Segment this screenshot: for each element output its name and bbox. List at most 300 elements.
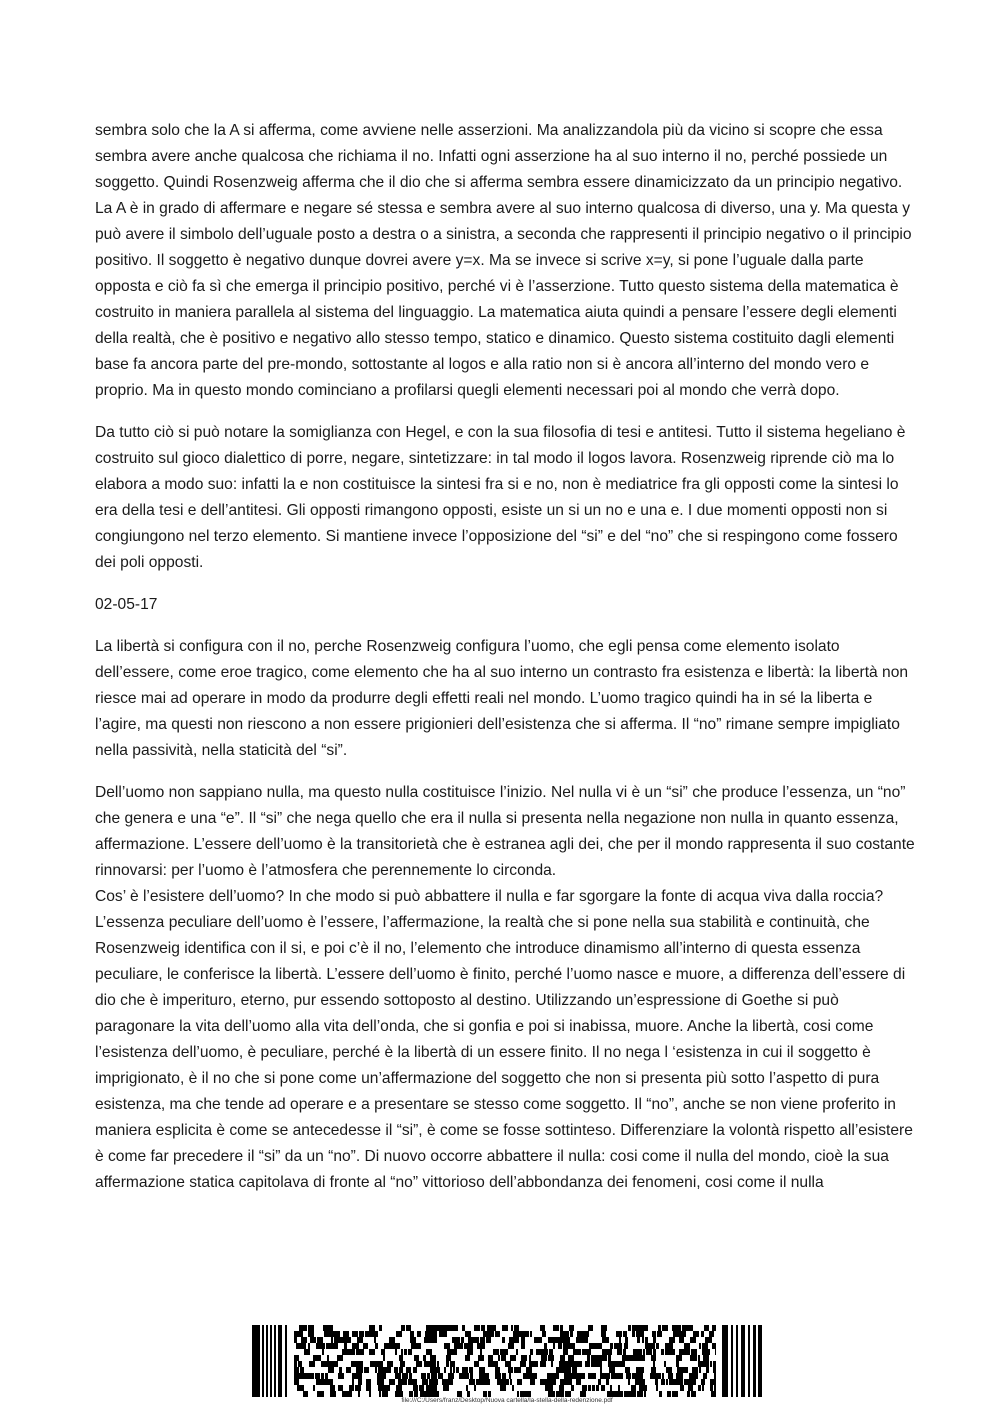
barcode-module: [610, 1343, 613, 1349]
barcode-module: [351, 1361, 355, 1367]
barcode-module: [579, 1331, 584, 1337]
barcode-module: [498, 1367, 500, 1373]
barcode-module: [464, 1343, 468, 1349]
barcode-module: [446, 1379, 448, 1385]
barcode-module: [328, 1379, 333, 1385]
barcode-module: [488, 1355, 493, 1361]
barcode-module: [658, 1325, 661, 1331]
barcode-module: [322, 1349, 324, 1355]
barcode-module: [304, 1373, 309, 1379]
barcode-module: [570, 1331, 573, 1337]
barcode-module: [649, 1349, 652, 1355]
barcode-module: [653, 1337, 656, 1343]
barcode-module: [311, 1373, 314, 1379]
barcode-module: [675, 1379, 680, 1385]
barcode-module: [549, 1385, 553, 1391]
barcode-module: [425, 1331, 428, 1337]
barcode-module: [294, 1379, 299, 1385]
barcode-module: [572, 1367, 577, 1373]
barcode-module: [502, 1373, 506, 1379]
barcode-module: [373, 1331, 378, 1337]
barcode-module: [395, 1349, 397, 1355]
barcode-module: [437, 1325, 443, 1331]
barcode-module: [677, 1331, 680, 1337]
barcode-module: [534, 1337, 540, 1343]
barcode-module: [571, 1361, 577, 1367]
barcode-module: [606, 1379, 609, 1385]
barcode-module: [512, 1337, 515, 1343]
barcode-module: [316, 1379, 320, 1385]
barcode-module: [540, 1379, 545, 1385]
barcode-module: [701, 1331, 704, 1337]
barcode-module: [550, 1337, 553, 1343]
barcode-module: [679, 1337, 684, 1343]
barcode-module: [560, 1379, 564, 1385]
barcode-module: [479, 1367, 485, 1373]
barcode-module: [430, 1385, 435, 1391]
barcode-module: [356, 1349, 359, 1355]
barcode-module: [413, 1367, 417, 1373]
barcode-module: [484, 1373, 487, 1379]
barcode-module: [410, 1349, 412, 1355]
barcode-module: [381, 1367, 386, 1373]
barcode-module: [500, 1385, 504, 1391]
barcode-module: [517, 1379, 522, 1385]
barcode-module: [698, 1385, 701, 1391]
barcode-module: [702, 1349, 706, 1355]
barcode-module: [513, 1331, 519, 1337]
barcode-module: [548, 1337, 550, 1343]
barcode-module: [323, 1325, 329, 1331]
barcode-module: [530, 1379, 535, 1385]
barcode-module: [652, 1373, 656, 1379]
barcode-module: [676, 1361, 679, 1367]
barcode-module: [679, 1349, 684, 1355]
barcode-module: [321, 1373, 324, 1379]
barcode-module: [371, 1331, 373, 1337]
barcode-module: [514, 1325, 519, 1331]
barcode-module: [426, 1385, 430, 1391]
barcode-module: [333, 1361, 338, 1367]
barcode-module: [622, 1355, 626, 1361]
barcode-module: [714, 1385, 716, 1391]
barcode-module: [628, 1325, 631, 1331]
barcode-module: [430, 1361, 436, 1367]
barcode-module: [588, 1373, 590, 1379]
barcode-module: [540, 1337, 542, 1343]
barcode-module: [495, 1373, 498, 1379]
barcode-stop-bar: [722, 1325, 728, 1397]
barcode-module: [521, 1355, 527, 1361]
barcode-module: [449, 1349, 451, 1355]
barcode-module: [551, 1361, 553, 1367]
barcode-module: [324, 1331, 330, 1337]
barcode-module: [606, 1373, 610, 1379]
barcode-module: [468, 1337, 473, 1343]
barcode-module: [553, 1337, 557, 1343]
barcode-module: [625, 1367, 630, 1373]
barcode-module: [465, 1331, 471, 1337]
barcode-module: [502, 1379, 506, 1385]
barcode-module: [666, 1367, 670, 1373]
barcode-module: [354, 1343, 359, 1349]
barcode-module: [296, 1343, 298, 1349]
barcode-module: [608, 1355, 611, 1361]
barcode-module: [618, 1385, 620, 1391]
barcode-module: [588, 1385, 591, 1391]
barcode-module: [331, 1337, 333, 1343]
barcode-module: [661, 1379, 665, 1385]
barcode-module: [706, 1367, 709, 1373]
barcode-module: [428, 1331, 432, 1337]
barcode-module: [480, 1337, 485, 1343]
barcode-module: [352, 1343, 354, 1349]
barcode-module: [591, 1355, 596, 1361]
barcode-module: [560, 1331, 564, 1337]
barcode-module: [702, 1343, 708, 1349]
barcode-module: [547, 1373, 553, 1379]
barcode-module: [710, 1379, 712, 1385]
barcode-module: [550, 1355, 554, 1361]
barcode-module: [656, 1385, 658, 1391]
barcode-module: [426, 1349, 432, 1355]
barcode-module: [587, 1355, 590, 1361]
barcode-module: [597, 1361, 602, 1367]
barcode-module: [483, 1331, 488, 1337]
barcode-module: [514, 1367, 518, 1373]
barcode-module: [680, 1379, 683, 1385]
barcode-module: [327, 1355, 329, 1361]
barcode-module: [623, 1331, 627, 1337]
barcode-module: [481, 1343, 485, 1349]
barcode-module: [437, 1361, 439, 1367]
barcode-module: [365, 1331, 371, 1337]
barcode-module: [399, 1367, 403, 1373]
barcode-module: [369, 1349, 375, 1355]
barcode-module: [381, 1385, 385, 1391]
barcode-module: [607, 1349, 612, 1355]
barcode-module: [443, 1325, 448, 1331]
barcode-module: [564, 1331, 569, 1337]
barcode-module: [413, 1385, 418, 1391]
barcode-module: [596, 1355, 601, 1361]
barcode-module: [374, 1337, 376, 1343]
barcode-module: [540, 1361, 544, 1367]
barcode-module: [344, 1343, 347, 1349]
barcode-module: [294, 1331, 296, 1337]
barcode-stop-bar: [736, 1325, 738, 1397]
barcode-module: [577, 1331, 579, 1337]
barcode-module: [690, 1355, 693, 1361]
barcode-module: [423, 1355, 426, 1361]
barcode-module: [488, 1361, 492, 1367]
barcode-module: [487, 1325, 492, 1331]
barcode-module: [545, 1379, 551, 1385]
barcode-module: [634, 1355, 639, 1361]
barcode-module: [495, 1331, 500, 1337]
barcode-module: [577, 1361, 582, 1367]
barcode-module: [543, 1355, 547, 1361]
paragraph-2: Da tutto ciò si può notare la somiglianza con Hegel, e con la sua filosofia di tesi e antitesi. Tutto il sistema hegeliano è costruito sul gioco dialettico di porre, negare, sintetizzare: in tal modo il logos lavora. Rosenzweig riprende ciò ma lo elabora a modo suo: infatti la e non costituisce la sintesi fra si e no, non è mediatrice fra gli opposti come la sintesi lo era della tesi e dell’antitesi. Gli opposti rimangono opposti, esiste un si un no e una e. I due momenti opposti non si congiungono nel terzo elemento. Si mantiene invece l’opposizione del “si” e del “no” che si respingono come fossero dei poli opposti.: [95, 424, 906, 571]
barcode-module: [493, 1349, 499, 1355]
barcode-module: [450, 1367, 452, 1373]
barcode-module: [684, 1379, 690, 1385]
barcode-module: [548, 1355, 550, 1361]
barcode-module: [298, 1343, 301, 1349]
barcode-module: [510, 1355, 516, 1361]
barcode-module: [455, 1337, 460, 1343]
barcode-module: [638, 1325, 643, 1331]
barcode-module: [671, 1349, 675, 1355]
barcode-module: [395, 1373, 401, 1379]
barcode-module: [673, 1331, 677, 1337]
barcode-module: [379, 1361, 383, 1367]
file-path-label: file:///C:/Users/franz/Desktop/Nuova cartella/la-stella-della-redenzione.pdf: [401, 1397, 613, 1404]
barcode-module: [703, 1373, 707, 1379]
barcode-module: [519, 1331, 523, 1337]
barcode-module: [330, 1331, 335, 1337]
barcode-module: [375, 1367, 377, 1373]
barcode-module: [544, 1349, 548, 1355]
barcode-module: [435, 1385, 437, 1391]
barcode-module: [339, 1367, 342, 1373]
barcode-module: [301, 1337, 307, 1343]
barcode-module: [651, 1367, 656, 1373]
barcode-module: [601, 1325, 607, 1331]
barcode-module: [511, 1325, 513, 1331]
barcode-module: [375, 1343, 378, 1349]
barcode-module: [356, 1367, 359, 1373]
barcode-module: [414, 1379, 417, 1385]
barcode-module: [714, 1373, 716, 1379]
barcode-module: [559, 1385, 564, 1391]
barcode-module: [322, 1343, 325, 1349]
barcode-module: [446, 1361, 449, 1367]
barcode-stop-bar: [731, 1325, 733, 1397]
barcode-module: [632, 1373, 638, 1379]
barcode-module: [369, 1379, 371, 1385]
barcode-module: [448, 1379, 453, 1385]
barcode-module: [560, 1325, 563, 1331]
barcode-module: [510, 1379, 512, 1385]
barcode-module: [672, 1325, 678, 1331]
barcode-module: [352, 1373, 357, 1379]
barcode-module: [505, 1349, 508, 1355]
barcode-module: [523, 1331, 529, 1337]
barcode-module: [676, 1373, 680, 1379]
barcode-module: [618, 1361, 622, 1367]
barcode-module: [309, 1373, 311, 1379]
paragraph-1: sembra solo che la A si afferma, come avviene nelle asserzioni. Ma analizzandola più da vicino si scopre che essa sembra avere anche qualcosa che richiama il no. Infatti ogni asserzione ha al suo interno il no, perché possiede un soggetto. Quindi Rosenzweig afferma che il dio che si afferma sembra essere dinamicizzato da un principio negativo. La A è in grado di affermare e negare sé stessa e sembra avere al suo interno qualcosa di diverso, una y. Ma questa y può avere il simbolo dell’uguale posto a destra o a sinistra, a seconda che rappresenti il principio negativo o il principio positivo. Il soggetto è negativo dunque dovrei avere y=x. Ma se invece si scrive x=y, si pone l’uguale dalla parte opposta e ciò fa sì che emerga il principio positivo, perché vi è l’asserzione. Tutto questo sistema della matematica è costruito in maniera parallela al sistema del linguaggio. La matematica aiuta quindi a pensare l’essere degli elementi della realtà, che è positivo e negativo allo stesso tempo, statico e dinamico. Questo sistema costituito dagli elementi base fa ancora parte del pre-mondo, sottostante al logos e alla ratio non si è ancora all’interno del mondo vero e proprio. Ma in questo mondo cominciano a profilarsi quegli elementi necessari poi al mondo che verrà dopo.: [95, 122, 912, 399]
paragraph-3: La libertà si configura con il no, perche Rosenzweig configura l’uomo, che egli pensa come elemento isolato dell’essere, come eroe tragico, come elemento che ha al suo interno un contrasto fra esistenza e libertà: la libertà non riesce mai ad operare in modo da produrre degli effetti reali nel mondo. L’uomo tragico quindi ha in sé la liberta e l’agire, ma questi non riescono a non essere prigionieri dell’esistenza che si afferma. Il “no” rimane sempre impigliato nella passività, nella staticità del “si”.: [95, 638, 909, 759]
barcode-module: [530, 1349, 533, 1355]
barcode-module: [693, 1331, 699, 1337]
barcode-module: [553, 1343, 555, 1349]
barcode-module: [585, 1349, 591, 1355]
barcode-module: [631, 1385, 636, 1391]
barcode-module: [474, 1325, 480, 1331]
barcode-module: [355, 1361, 359, 1367]
barcode-module: [462, 1325, 465, 1331]
barcode-module: [326, 1343, 332, 1349]
barcode-module: [338, 1385, 343, 1391]
barcode-module: [335, 1331, 340, 1337]
barcode-module: [338, 1373, 344, 1379]
barcode-module: [564, 1361, 567, 1367]
barcode-module: [520, 1361, 526, 1367]
barcode-module: [710, 1361, 712, 1367]
barcode-module: [568, 1355, 574, 1361]
barcode-module: [470, 1373, 473, 1379]
barcode-module: [451, 1349, 457, 1355]
barcode-module: [614, 1343, 616, 1349]
barcode-module: [691, 1349, 697, 1355]
barcode-module: [300, 1367, 304, 1373]
barcode-module: [566, 1343, 570, 1349]
barcode-stop-bar: [748, 1325, 750, 1397]
barcode-module: [690, 1379, 693, 1385]
barcode-module: [378, 1385, 381, 1391]
barcode-module: [401, 1349, 403, 1355]
barcode-module: [443, 1385, 449, 1391]
barcode-module: [568, 1379, 572, 1385]
barcode-module: [521, 1337, 525, 1343]
barcode-module: [559, 1361, 564, 1367]
barcode-module: [342, 1349, 345, 1355]
barcode-module: [556, 1325, 559, 1331]
barcode-module: [422, 1379, 428, 1385]
barcode-module: [363, 1343, 368, 1349]
barcode-module: [688, 1385, 691, 1391]
barcode-module: [435, 1367, 440, 1373]
barcode-module: [567, 1361, 571, 1367]
barcode-module: [553, 1325, 556, 1331]
barcode-module: [588, 1325, 593, 1331]
barcode-module: [348, 1337, 351, 1343]
barcode-module: [450, 1325, 456, 1331]
barcode-module: [596, 1385, 599, 1391]
barcode-module: [558, 1343, 562, 1349]
barcode-module: [591, 1361, 597, 1367]
barcode-module: [378, 1367, 381, 1373]
barcode-module: [558, 1367, 562, 1373]
barcode-module: [305, 1325, 307, 1331]
barcode-module: [713, 1361, 716, 1367]
barcode-module: [385, 1385, 390, 1391]
barcode-module: [389, 1379, 395, 1385]
barcode-module: [666, 1379, 668, 1385]
barcode-module: [501, 1355, 506, 1361]
barcode-module: [308, 1331, 314, 1337]
barcode-module: [370, 1361, 375, 1367]
barcode-stop-bar: [758, 1325, 762, 1397]
barcode-module: [294, 1337, 297, 1343]
barcode-start-bar: [278, 1325, 282, 1397]
barcode-module: [601, 1355, 607, 1361]
barcode-module: [582, 1349, 585, 1355]
barcode-module: [444, 1367, 446, 1373]
barcode-module: [694, 1367, 696, 1373]
barcode-module: [617, 1349, 622, 1355]
barcode-module: [430, 1355, 436, 1361]
barcode-module: [693, 1379, 696, 1385]
barcode-module: [416, 1361, 422, 1367]
barcode-module: [346, 1367, 351, 1373]
barcode-module: [492, 1331, 494, 1337]
barcode-module: [461, 1337, 464, 1343]
barcode-module: [518, 1367, 521, 1373]
barcode-module: [598, 1343, 602, 1349]
barcode-module: [608, 1361, 612, 1367]
barcode-module: [400, 1361, 405, 1367]
barcode-module: [693, 1355, 697, 1361]
barcode-module: [505, 1361, 511, 1367]
barcode-module: [476, 1379, 481, 1385]
barcode-module: [626, 1355, 628, 1361]
barcode-module: [542, 1349, 544, 1355]
barcode-module: [396, 1385, 402, 1391]
barcode-module: [551, 1349, 553, 1355]
barcode-module: [454, 1343, 459, 1349]
barcode-module: [705, 1337, 707, 1343]
barcode-start-bar: [274, 1325, 276, 1397]
barcode-module: [467, 1349, 473, 1355]
barcode-module: [509, 1337, 512, 1343]
barcode-module: [328, 1367, 334, 1373]
barcode-module: [456, 1367, 459, 1373]
barcode-module: [611, 1373, 617, 1379]
barcode-module: [665, 1343, 668, 1349]
barcode-module: [564, 1373, 568, 1379]
barcode-module: [570, 1343, 575, 1349]
barcode-module: [459, 1343, 463, 1349]
barcode-module: [639, 1367, 644, 1373]
barcode-module: [677, 1367, 683, 1373]
barcode-module: [327, 1361, 330, 1367]
barcode-module: [604, 1337, 609, 1343]
barcode-module: [481, 1325, 485, 1331]
barcode-module: [421, 1373, 426, 1379]
barcode-module: [384, 1343, 390, 1349]
barcode-module: [329, 1325, 333, 1331]
barcode-module: [642, 1337, 644, 1343]
barcode-module: [601, 1331, 606, 1337]
barcode-module: [492, 1325, 496, 1331]
barcode-module: [633, 1349, 636, 1355]
barcode-module: [345, 1349, 351, 1355]
barcode-module: [406, 1367, 411, 1373]
barcode-module: [498, 1355, 500, 1361]
barcode-module: [566, 1367, 571, 1373]
barcode-module: [357, 1373, 362, 1379]
barcode-module: [624, 1343, 628, 1349]
barcode-module: [447, 1349, 449, 1355]
barcode-module: [635, 1379, 637, 1385]
barcode-module: [544, 1361, 546, 1367]
barcode-module: [492, 1361, 498, 1367]
barcode-module: [556, 1367, 558, 1373]
barcode-module: [544, 1331, 546, 1337]
barcode-module: [508, 1367, 513, 1373]
barcode-module: [523, 1373, 525, 1379]
barcode-module: [438, 1373, 443, 1379]
barcode-module: [504, 1385, 506, 1391]
barcode-module: [563, 1343, 566, 1349]
barcode-module: [465, 1355, 470, 1361]
barcode-module: [486, 1337, 491, 1343]
barcode-module: [352, 1331, 358, 1337]
barcode-module: [646, 1349, 649, 1355]
